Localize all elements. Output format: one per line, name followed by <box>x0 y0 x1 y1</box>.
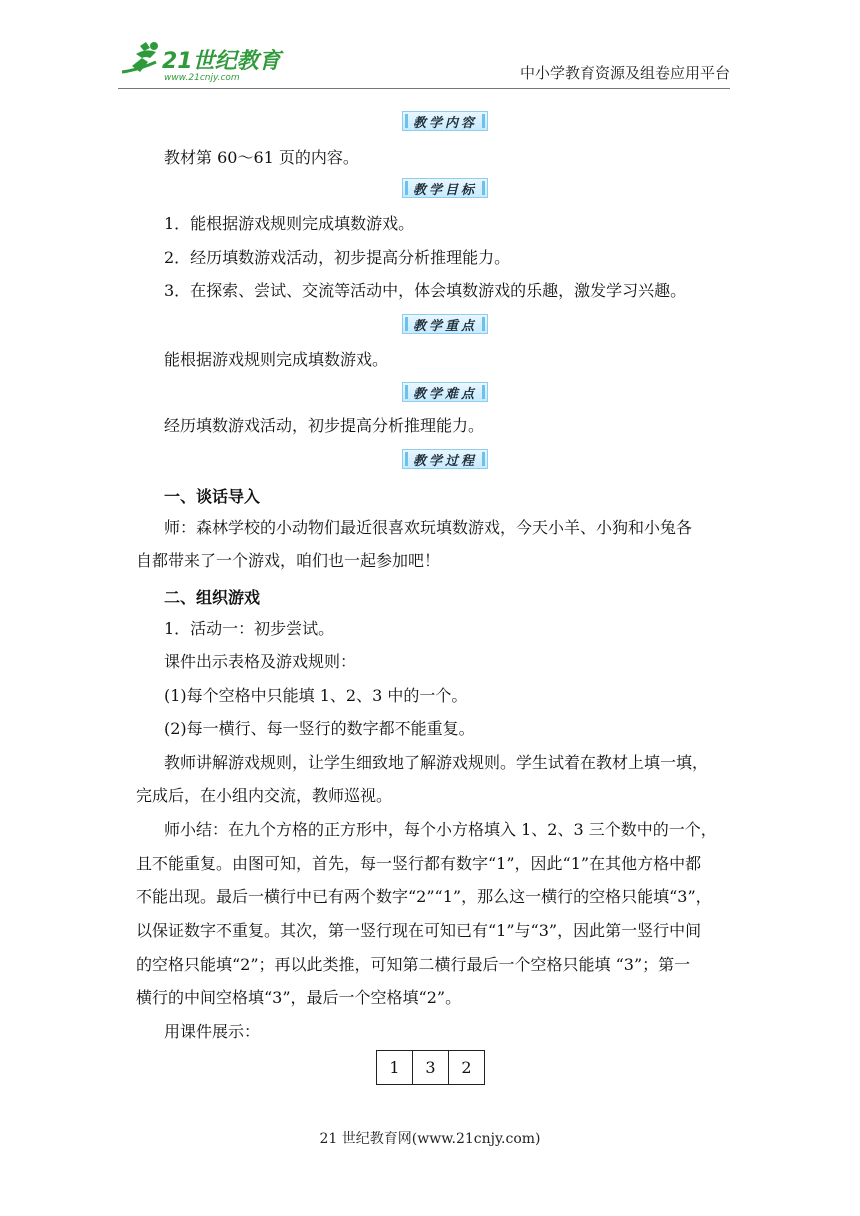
table-cell: 3 <box>413 1051 449 1085</box>
paragraph-line: 师：森林学校的小动物们最近很喜欢玩填数游戏，今天小羊、小狗和小兔各 <box>164 518 693 537</box>
section-badge-content: 教学内容 <box>402 111 488 131</box>
logo-text: 21世纪教育 <box>162 49 281 74</box>
paragraph-line: 自都带来了一个游戏，咱们也一起参加吧！ <box>136 551 441 570</box>
table-cell: 2 <box>449 1051 485 1085</box>
logo-url: www.21cnjy.com <box>164 73 240 83</box>
runner-icon <box>122 42 158 72</box>
goal-item: 3．在探索、尝试、交流等活动中，体会填数游戏的乐趣，激发学习兴趣。 <box>164 281 687 300</box>
number-grid-table <box>376 1050 485 1085</box>
content-text: 教材第 60～61 页的内容。 <box>164 148 359 167</box>
section-badge-difficulty: 教学难点 <box>402 382 488 402</box>
paragraph-line: 完成后，在小组内交流，教师巡视。 <box>136 786 393 805</box>
goal-item: 2．经历填数游戏活动，初步提高分析推理能力。 <box>164 248 511 267</box>
paragraph-line: 不能出现。最后一横行中已有两个数字“2”“1”，那么这一横行的空格只能填“3”， <box>136 887 712 906</box>
difficulty-text: 经历填数游戏活动，初步提高分析推理能力。 <box>164 416 485 435</box>
site-logo[interactable] <box>118 38 288 86</box>
paragraph-line: 课件出示表格及游戏规则： <box>164 652 357 671</box>
paragraph-line: 横行的中间空格填“3”，最后一个空格填“2”。 <box>136 988 462 1007</box>
paragraph-line: 师小结：在九个方格的正方形中，每个小方格填入 1、2、3 三个数中的一个， <box>164 820 717 839</box>
section-badge-goals: 教学目标 <box>402 178 488 198</box>
activity-title: 1．活动一：初步尝试。 <box>164 619 335 638</box>
paragraph-line: 的空格只能填“2”；再以此类推，可知第二横行最后一个空格只能填 “3”；第一 <box>136 955 691 974</box>
key-point-text: 能根据游戏规则完成填数游戏。 <box>164 350 389 369</box>
paragraph-line: 用课件展示： <box>164 1022 261 1041</box>
paragraph-line: 且不能重复。由图可知，首先，每一竖行都有数字“1”，因此“1”在其他方格中都 <box>136 854 702 873</box>
header-divider <box>118 88 730 89</box>
section-badge-process: 教学过程 <box>402 449 488 469</box>
platform-name: 中小学教育资源及组卷应用平台 <box>519 64 730 82</box>
goal-item: 1．能根据游戏规则完成填数游戏。 <box>164 214 415 233</box>
process-part1-title: 一、谈话导入 <box>164 487 261 506</box>
section-badge-key: 教学重点 <box>402 314 488 334</box>
table-row <box>377 1051 485 1085</box>
process-part2-title: 二、组织游戏 <box>164 588 261 607</box>
paragraph-line: 教师讲解游戏规则，让学生细致地了解游戏规则。学生试着在教材上填一填， <box>164 753 709 772</box>
paragraph-line: 以保证数字不重复。其次，第一竖行现在可知已有“1”与“3”，因此第一竖行中间 <box>136 921 702 940</box>
rule-item: (2)每一横行、每一竖行的数字都不能重复。 <box>164 719 475 738</box>
table-cell: 1 <box>377 1051 413 1085</box>
page-footer: 21 世纪教育网(www.21cnjy.com) <box>319 1131 541 1147</box>
rule-item: (1)每个空格中只能填 1、2、3 中的一个。 <box>164 686 468 705</box>
